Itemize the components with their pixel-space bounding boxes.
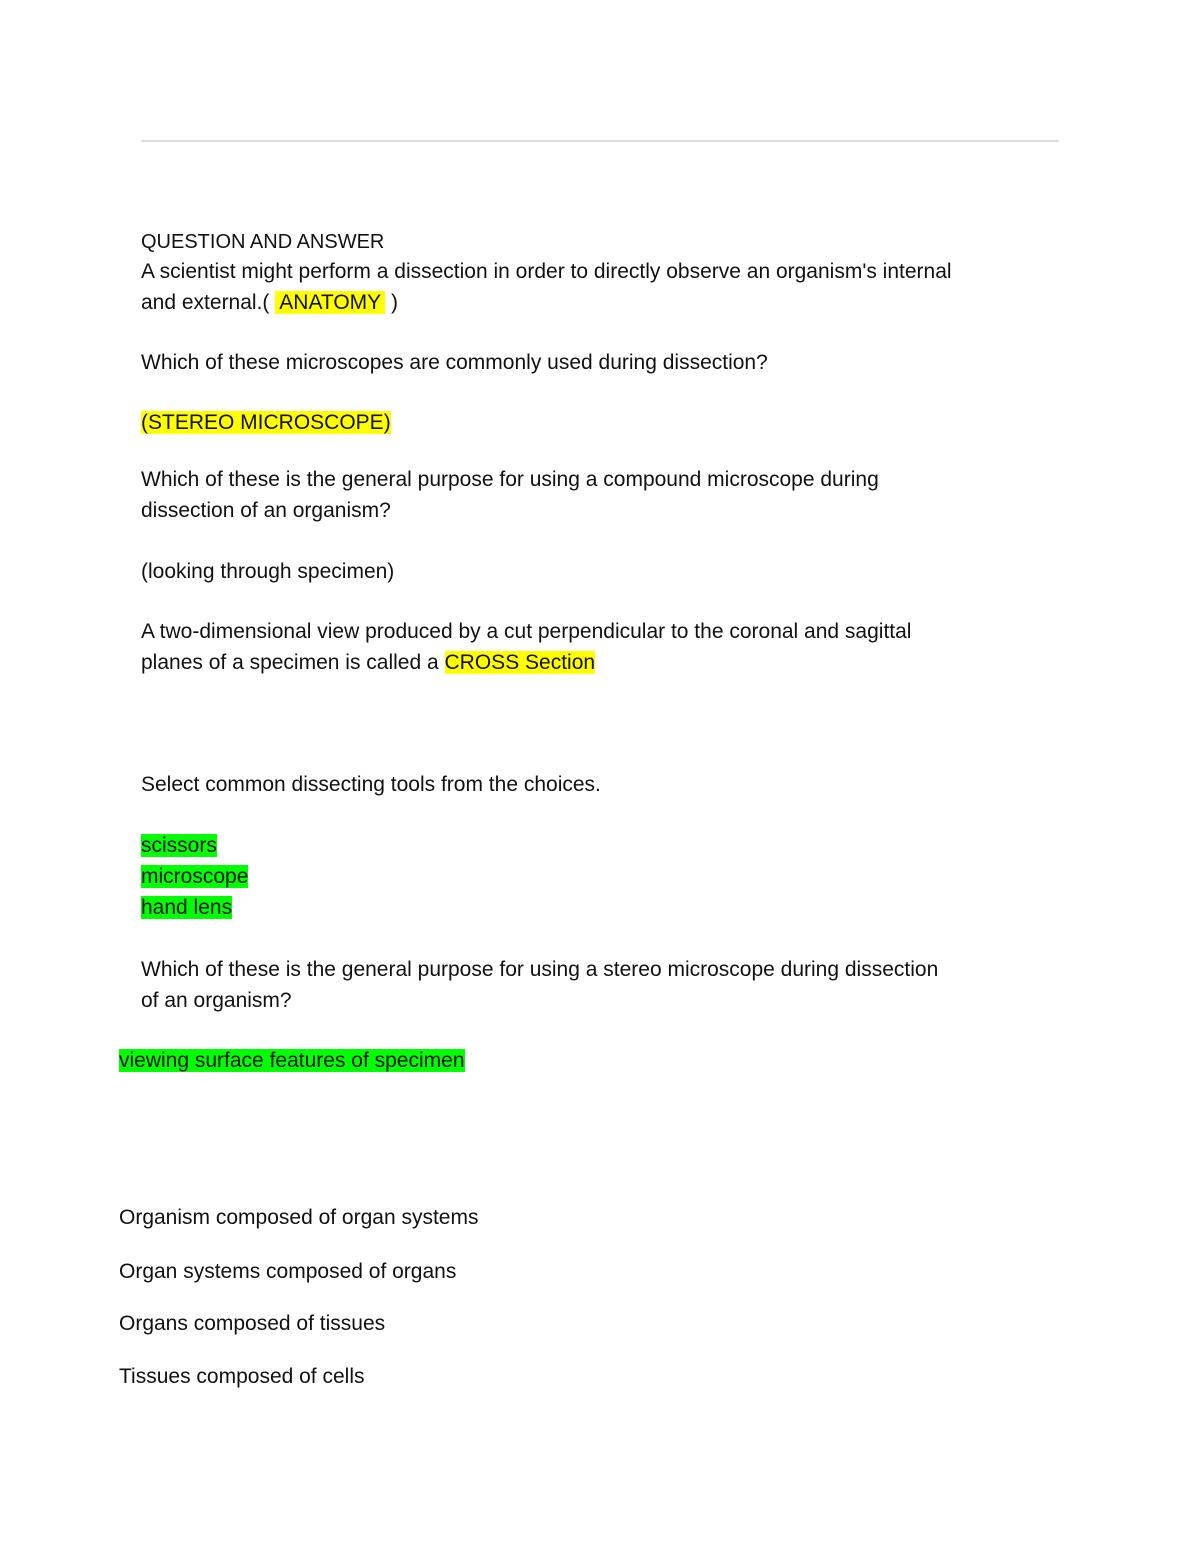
- q3-answer-text: (looking through specimen): [141, 560, 395, 583]
- hierarchy-text: Organ systems composed of organs: [119, 1260, 457, 1283]
- q1-line-1: [141, 256, 952, 287]
- q6-answer-highlight: viewing surface features of specimen: [119, 1049, 465, 1072]
- hierarchy-item: [119, 1202, 478, 1233]
- q5-answer-2: [141, 861, 248, 892]
- q3-line-1: [141, 464, 879, 495]
- q2-text: Which of these microscopes are commonly used during dissection?: [141, 351, 768, 374]
- q5-answer-1: [141, 830, 217, 861]
- q1-text: A scientist might perform a dissection in order to directly observe an organism's internal: [141, 260, 952, 283]
- hierarchy-text: Tissues composed of cells: [119, 1365, 365, 1388]
- hierarchy-text: Organism composed of organ systems: [119, 1206, 479, 1229]
- q4-prefix: planes of a specimen is called a: [141, 651, 439, 674]
- hierarchy-item: [119, 1256, 456, 1287]
- q5-question: [141, 769, 601, 800]
- q5-answer-3: [141, 892, 232, 923]
- q1-answer-highlight: ANATOMY: [275, 291, 385, 314]
- q6-line-1: [141, 954, 938, 985]
- q4-line-2: [141, 647, 595, 678]
- q2-answer-highlight: (STEREO MICROSCOPE): [141, 411, 391, 434]
- hierarchy-item: [119, 1361, 365, 1392]
- hierarchy-text: Organs composed of tissues: [119, 1312, 386, 1335]
- q6-text-2: of an organism?: [141, 989, 292, 1012]
- q1-suffix: ): [391, 291, 399, 314]
- q3-text-1: Which of these is the general purpose for using a compound microscope during: [141, 468, 879, 491]
- q2-answer: [141, 407, 391, 438]
- q5-answer-highlight: hand lens: [141, 896, 233, 919]
- q5-answer-highlight: microscope: [141, 865, 249, 888]
- hierarchy-item: [119, 1308, 385, 1339]
- q1-line-2: [141, 287, 398, 318]
- q3-answer: [141, 556, 394, 587]
- q1-prefix: and external.(: [141, 291, 270, 314]
- q2-question: [141, 347, 768, 378]
- header-divider: [141, 140, 1059, 142]
- q4-line-1: [141, 616, 911, 647]
- q6-line-2: [141, 985, 292, 1016]
- q3-text-2: dissection of an organism?: [141, 499, 391, 522]
- q5-text: Select common dissecting tools from the choices.: [141, 773, 601, 796]
- q3-line-2: [141, 495, 391, 526]
- q6-answer: [119, 1045, 465, 1076]
- q4-answer-highlight: CROSS Section: [444, 651, 596, 674]
- q6-text-1: Which of these is the general purpose for using a stereo microscope during dissection: [141, 958, 939, 981]
- page-heading: [141, 227, 384, 258]
- heading-text: QUESTION AND ANSWER: [141, 231, 385, 253]
- q4-text-1: A two-dimensional view produced by a cut perpendicular to the coronal and sagittal: [141, 620, 912, 643]
- q5-answer-highlight: scissors: [141, 834, 217, 857]
